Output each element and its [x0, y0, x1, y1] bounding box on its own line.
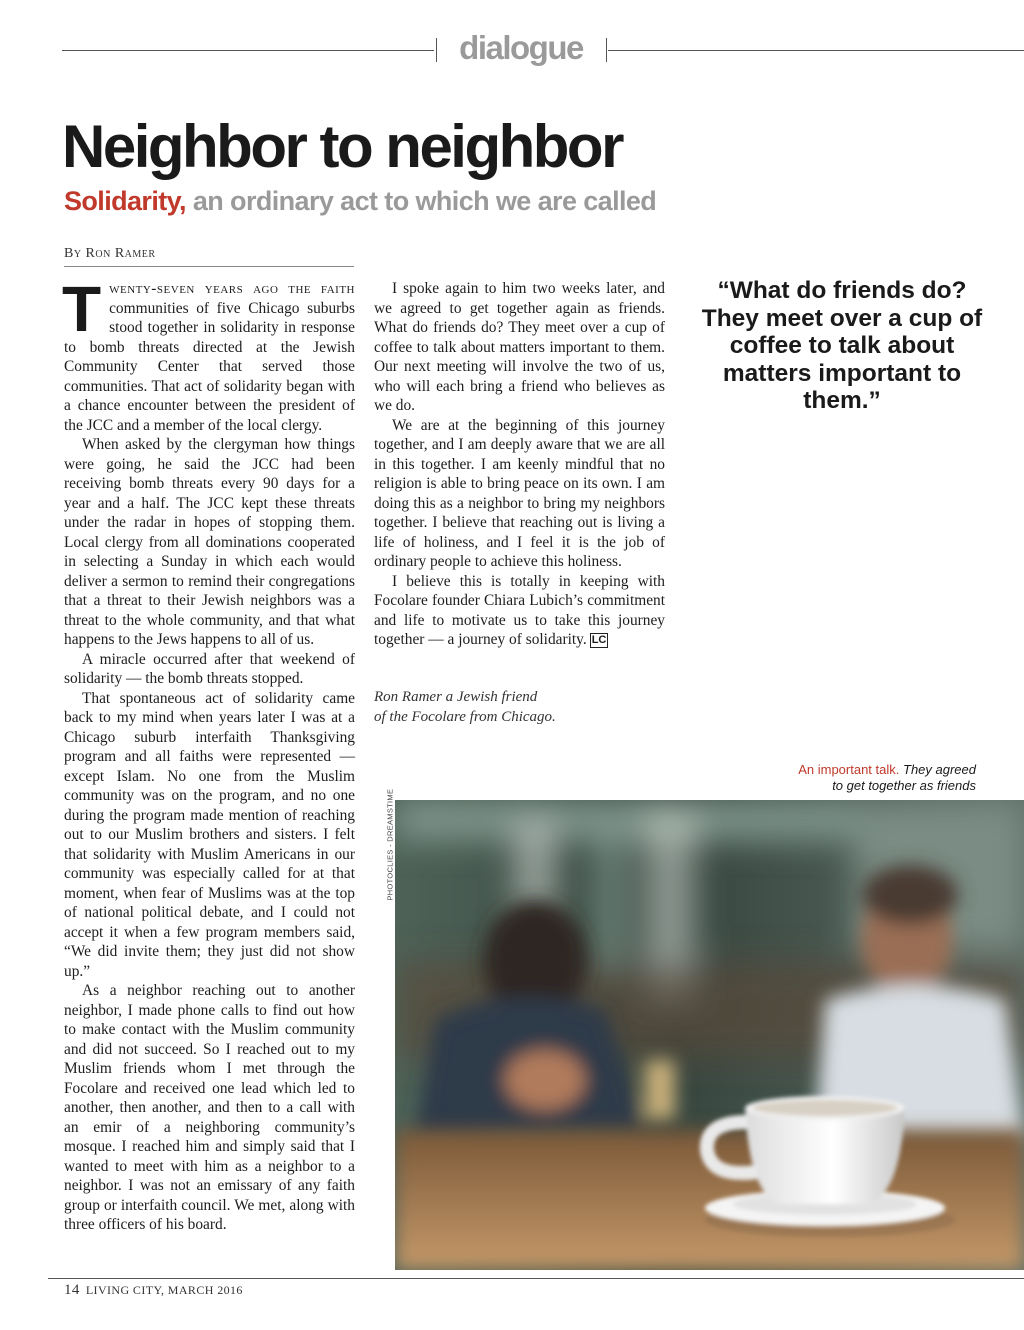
paragraph: That spontaneous act of solidarity came back to my mind when years later I was at a Chicago suburb interfaith Thanksgiving program and all faiths were represented — except Islam. No one from the Muslim community was on the program, and no one during the program made mention of reaching out to our Muslim brothers and sisters. I felt that solidarity with Muslim Americans in our community was especially called for at that moment, when fear of Muslims was at the top of national political debate, and I could not accept it when a few program members said, “We did invite them; they just did not show up.”	[64, 689, 355, 980]
pull-quote: “What do friends do? They meet over a cup of coffee to talk about matters important to them.”	[701, 277, 983, 414]
photo-credit: PHOTOCLIES - DREAMSTIME	[385, 788, 395, 901]
page-number: 14	[64, 1282, 80, 1298]
caption-body: They agreed	[903, 762, 976, 777]
lead-in: wenty-seven years ago the faith	[109, 280, 355, 297]
subhead-accent: Solidarity,	[64, 186, 186, 216]
drop-cap: T	[62, 273, 102, 345]
header-rule-left	[62, 50, 434, 51]
author-note-line: of the Focolare from Chicago.	[374, 708, 556, 725]
article-column-1	[62, 273, 355, 1235]
end-mark: LC	[591, 634, 607, 646]
paragraph	[62, 273, 355, 435]
paragraph-text: communities of five Chicago suburbs stood together in solidarity in response to bomb threats directed at the Jewish Community Center that served those communities. That act of solidarity began with a chance encounter between the president of the JCC and a member of the local clergy.	[64, 299, 355, 434]
paragraph: As a neighbor reaching out to another neighbor, I made phone calls to find out how to make contact with the Muslim community and did not succeed. So I reached out to my Muslim friends whom I met through the Focolare and received one lead which led to another, then another, and then to a call with an emir of a neighboring community’s mosque. I reached him and simply said that I wanted to meet with him as a neighbor to a neighbor. I was not an emissary of any faith group or interfaith council. We met, along with three officers of his board.	[64, 982, 355, 1233]
paragraph: A miracle occurred after that weekend of solidarity — the bomb threats stopped.	[64, 650, 355, 687]
publication-name: LIVING CITY, MARCH 2016	[85, 1283, 243, 1297]
subhead-rest: an ordinary act to which we are called	[192, 186, 657, 216]
author-note	[374, 688, 665, 727]
paragraph-text: I believe this is totally in keeping with Focolare founder Chiara Lubich’s commitment and life to motivate us to take this journey together — a journey of solidarity.	[374, 572, 665, 648]
header-rule-right	[608, 50, 1024, 51]
paragraph: I spoke again to him two weeks later, and we agreed to get together again as friends. What do friends do? They meet over a cup of coffee to talk about matters important to them. Our next meeting will involve the two of us, who will each bring a friend who believes as we do.	[374, 280, 665, 414]
coffee-cup-photo	[395, 800, 1024, 1270]
header-rule-tick-left	[436, 38, 437, 62]
author-note-line: Ron Ramer a Jewish friend	[374, 689, 538, 705]
header-rule-tick-right	[606, 38, 607, 62]
byline: By Ron Ramer	[64, 246, 354, 267]
paragraph: We are at the beginning of this journey together, and I am deeply aware that we are all in this together. I am keenly mindful that no religion is able to bring peace on its own. I am doing this as a neighbor to bring my neighbors together. I believe that reaching out is living a life of holiness, and I feel it is the job of ordinary people to achieve this holiness.	[374, 416, 665, 570]
paragraph	[374, 572, 665, 650]
paragraph: When asked by the clergyman how things were going, he said the JCC had been receiving bomb threats every 90 days for a year and a half. The JCC kept these threats under the radar in hopes of stopping them. Local clergy from all dominations cooperated in selecting a Sunday in which each would deliver a sermon to remind their congregations that a threat to their Jewish neighbors was a threat to the whole community, and that what happens to the Jews happens to all of us.	[64, 436, 355, 648]
footer-rule	[48, 1278, 1024, 1279]
photo-caption	[696, 762, 976, 794]
caption-lead: An important talk.	[798, 762, 900, 777]
subhead	[64, 184, 656, 218]
caption-body: to get together as friends	[832, 778, 976, 793]
headline: Neighbor to neighbor	[62, 113, 622, 180]
article-column-2	[374, 279, 665, 650]
page-footer	[64, 1282, 243, 1299]
section-label: dialogue	[459, 29, 583, 66]
